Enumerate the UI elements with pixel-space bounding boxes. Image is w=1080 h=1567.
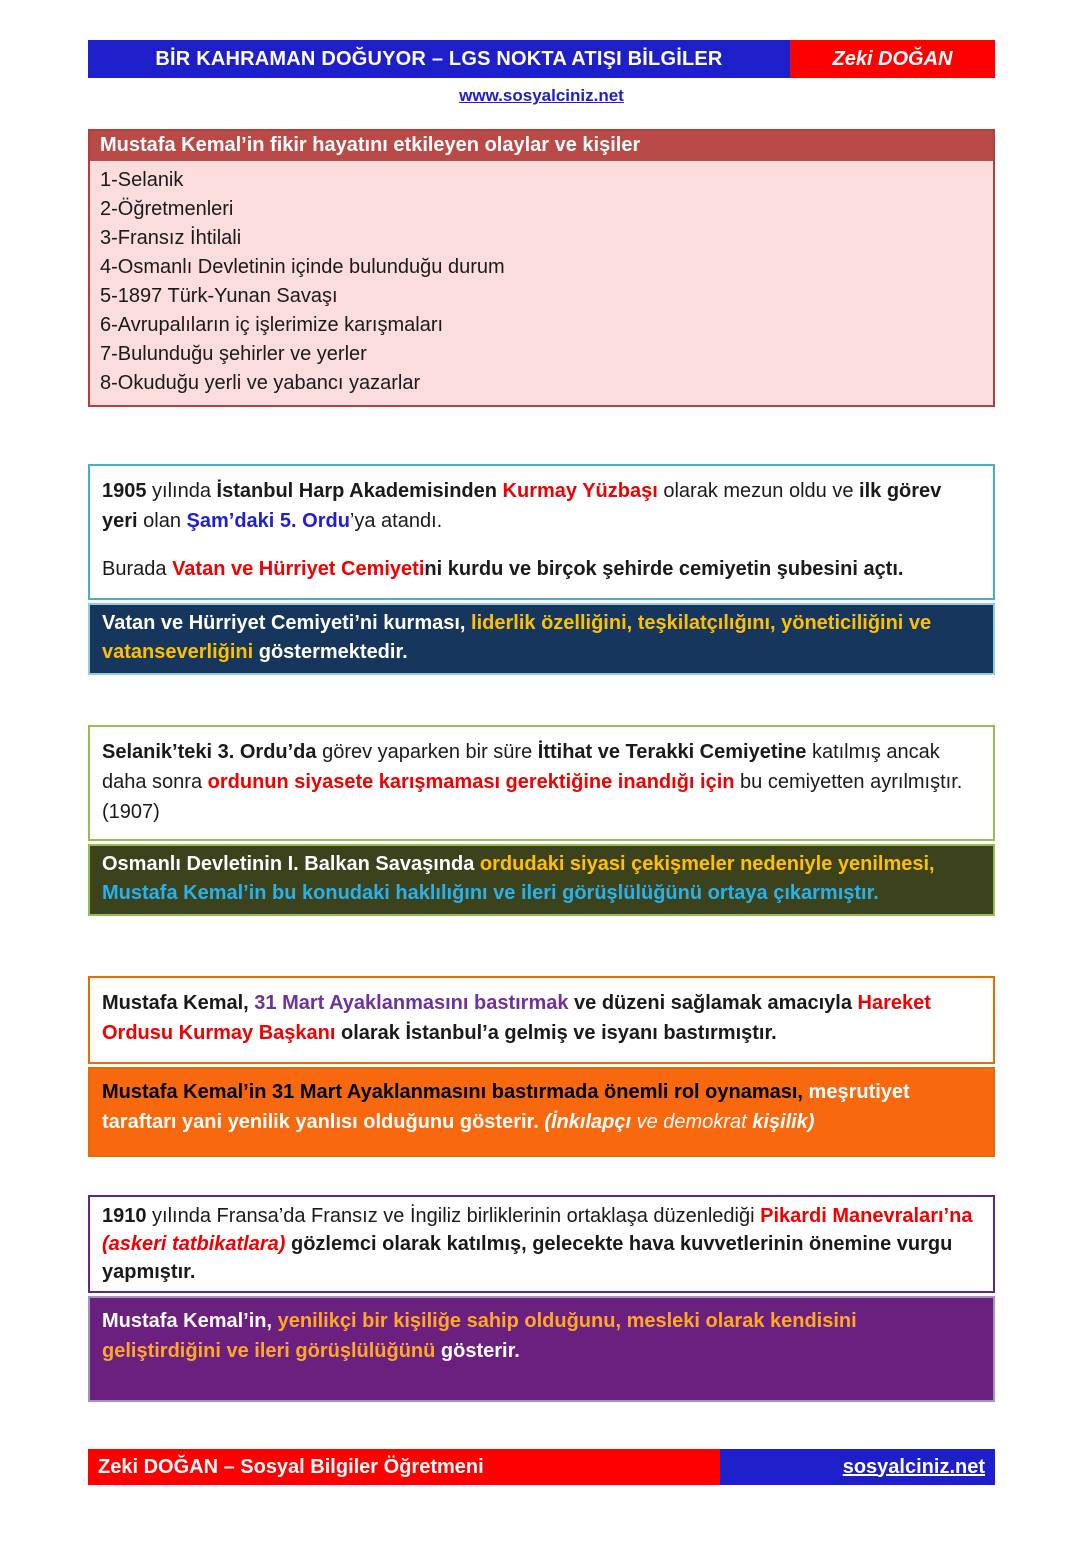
list-item: 2-Öğretmenleri [100, 198, 234, 220]
text-segment: bu cemiyetten ayrılmıştır. (1907) [102, 771, 963, 823]
text-segment: yenilikçi bir kişiliğe sahip olduğunu, mesleki olarak kendisini geliştirdiğini ve ileri görüşlülüğünü [102, 1310, 857, 1362]
text-segment: olarak mezun oldu ve [657, 480, 860, 502]
box-selanik [88, 725, 995, 841]
text-segment: ve demokrat [636, 1111, 753, 1133]
text-segment: gösterir. [440, 1340, 520, 1362]
text-segment: göstermektedir. [258, 641, 408, 663]
callout-vatan-hurriyet [88, 603, 995, 675]
text-segment: İttihat ve Terakki Cemiyetine [537, 741, 807, 763]
paragraph [102, 737, 981, 827]
text-segment: ilk görev yeri [102, 480, 942, 532]
factors-box-list [90, 161, 993, 405]
text-segment: görev yaparken bir süre [316, 741, 538, 763]
text-segment: Mustafa Kemal’in 31 Mart Ayaklanmasını bastırmada önemli rol oynaması, [102, 1081, 809, 1103]
text-segment: Mustafa Kemal’in bu konudaki haklılığını ve ileri görüşlülüğünü ortaya çıkarmıştır. [102, 882, 879, 904]
text-segment: ordunun siyasete karışmaması gerektiğine inandığı için [207, 771, 735, 793]
text-segment: Selanik’teki 3. Ordu’da [102, 741, 317, 763]
text-segment: (askeri tatbikatlara) [102, 1233, 286, 1255]
footer-website-link[interactable]: sosyalciniz.net [842, 1455, 985, 1478]
text-segment: kişilik) [752, 1111, 815, 1133]
list-item: 6-Avrupalıların iç işlerimize karışmaları [100, 314, 444, 336]
text-segment: Pikardi Manevraları’na [760, 1205, 973, 1227]
callout-balkan-savasi [88, 844, 995, 916]
paragraph [102, 1202, 981, 1286]
text-segment: gözlemci olarak katılmış, gelecekte hava kuvvetlerinin önemine vurgu yapmıştır. [102, 1233, 953, 1283]
list-item: 5-1897 Türk-Yunan Savaşı [100, 285, 338, 307]
text-segment: İstanbul Harp Akademisinden [216, 480, 503, 502]
callout-31mart [88, 1067, 995, 1157]
author-badge: Zeki DOĞAN [790, 40, 995, 78]
text-segment: katılmış ancak daha sonra [102, 741, 940, 793]
text-segment: olan [137, 510, 187, 532]
header-bar [88, 40, 995, 78]
footer-bar [88, 1449, 995, 1485]
page [88, 40, 995, 1485]
list-item: 8-Okuduğu yerli ve yabancı yazarlar [100, 372, 421, 394]
footer-site-area [720, 1449, 995, 1485]
paragraph [102, 476, 981, 536]
website-link-row [88, 86, 995, 108]
website-link[interactable]: www.sosyalciniz.net [459, 86, 624, 105]
factors-box-title: Mustafa Kemal’in fikir hayatını etkileyen olaylar ve kişiler [90, 131, 993, 161]
factors-box [88, 129, 995, 407]
paragraph [102, 988, 981, 1048]
text-segment: Vatan ve Hürriyet Cemiyeti’ni kurması, [102, 612, 472, 634]
text-segment: Mustafa Kemal, [102, 992, 255, 1014]
box-pikardi [88, 1195, 995, 1293]
box-1905 [88, 464, 995, 600]
text-segment: 1910 [102, 1205, 147, 1227]
footer-author: Zeki DOĞAN – Sosyal Bilgiler Öğretmeni [88, 1449, 720, 1485]
list-item: 4-Osmanlı Devletinin içinde bulunduğu durum [100, 256, 505, 278]
box-31mart [88, 976, 995, 1064]
text-segment: Kurmay Yüzbaşı [502, 480, 658, 502]
paragraph [102, 554, 981, 584]
text-segment: 1905 [102, 480, 147, 502]
callout-pikardi [88, 1296, 995, 1402]
text-segment: 31 Mart Ayaklanmasını bastırmak [254, 992, 569, 1014]
text-segment: Şam’daki 5. Ordu [186, 510, 350, 532]
text-segment: yılında Fransa’da Fransız ve İngiliz birliklerinin ortaklaşa düzenlediği [146, 1205, 761, 1227]
text-segment: ve düzeni sağlamak amacıyla [568, 992, 858, 1014]
list-item: 3-Fransız İhtilali [100, 227, 242, 249]
page-title: BİR KAHRAMAN DOĞUYOR – LGS NOKTA ATIŞI BİLGİLER [88, 40, 790, 78]
text-segment: Burada [102, 558, 173, 580]
text-segment: ni kurdu ve birçok şehirde cemiyetin şubesini açtı. [424, 558, 904, 580]
text-segment: Mustafa Kemal’in, [102, 1310, 278, 1332]
list-item: 7-Bulunduğu şehirler ve yerler [100, 343, 367, 365]
text-segment: olarak İstanbul’a gelmiş ve isyanı bastırmıştır. [335, 1022, 777, 1044]
text-segment: Osmanlı Devletinin I. Balkan Savaşında [102, 853, 480, 875]
text-segment: Hareket Ordusu Kurmay Başkanı [102, 992, 931, 1044]
text-segment: liderlik özelliğini, teşkilatçılığını, yöneticiliğini ve vatanseverliğini [102, 612, 932, 663]
text-segment: ’ya atandı. [349, 510, 443, 532]
text-segment: yılında [146, 480, 217, 502]
text-segment: Vatan ve Hürriyet Cemiyeti [172, 558, 425, 580]
text-segment: (İnkılapçı [544, 1111, 637, 1133]
text-segment: ordudaki siyasi çekişmeler nedeniyle yenilmesi, [479, 853, 935, 875]
list-item: 1-Selanik [100, 169, 184, 191]
text-segment: meşrutiyet taraftarı yani yenilik yanlısı olduğunu gösterir. [102, 1081, 910, 1133]
